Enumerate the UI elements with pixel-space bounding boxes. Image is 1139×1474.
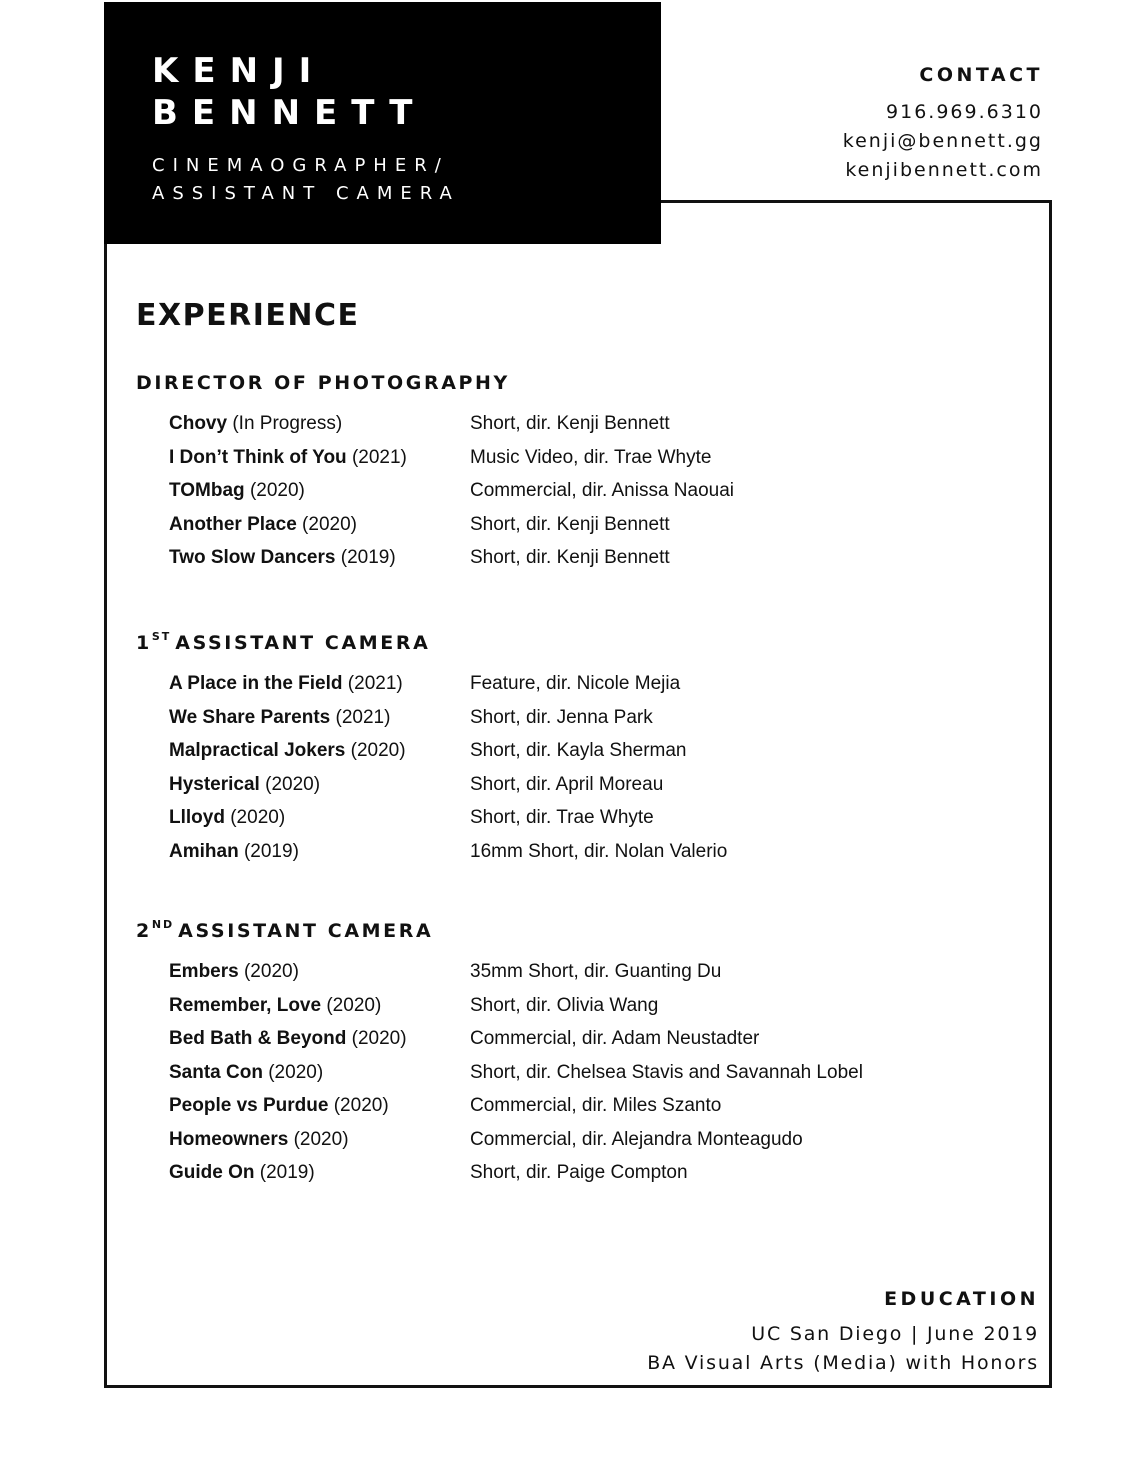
education-heading: EDUCATION [884,1288,1039,1310]
credit-note: (2020) [351,1028,407,1049]
credit-role: Short, dir. Olivia Wang [470,994,659,1016]
section-title [136,370,1016,396]
credit-title: A Place in the Field [169,673,343,694]
experience-heading: EXPERIENCE [136,298,360,333]
section-title-label: ASSISTANT CAMERA [178,920,434,942]
credit-work [169,1094,389,1118]
credit-row [136,739,1016,773]
credit-role: Short, dir. Paige Compton [470,1162,688,1183]
credit-role: Short, dir. Jenna Park [470,706,653,728]
credit-note: (2021) [335,706,391,728]
last-name: BENNETT [152,93,427,133]
credit-role: Short, dir. Kayla Sherman [470,740,687,761]
credit-title: Amihan [169,840,239,862]
credit-row [136,672,1016,706]
name-banner [104,2,661,244]
credit-title: Two Slow Dancers [169,547,336,568]
credit-work [169,806,285,830]
credit-work [169,739,406,763]
credit-role: 16mm Short, dir. Nolan Valerio [470,840,728,862]
credit-title: Guide On [169,1162,255,1183]
credit-role: Commercial, dir. Adam Neustadter [470,1028,760,1049]
credit-work [169,1061,323,1085]
credit-note: (2020) [249,480,305,501]
credit-work [169,994,381,1018]
contact-phone: 916.969.6310 [886,101,1043,123]
section-title-label: DIRECTOR OF PHOTOGRAPHY [136,372,510,394]
credit-role: Short, dir. Kenji Bennett [470,413,670,434]
credit-row [136,960,1016,994]
credit-row [136,1061,1016,1095]
credit-role: Short, dir. Kenji Bennett [470,513,670,535]
credit-role: Short, dir. Trae Whyte [470,807,654,828]
credit-title: Embers [169,961,239,982]
credit-note: (2021) [351,446,407,468]
credit-role: Short, dir. Chelsea Stavis and Savannah Lobel [470,1061,863,1083]
credit-role: Music Video, dir. Trae Whyte [470,446,712,468]
credit-role: Feature, dir. Nicole Mejia [470,673,681,694]
job-title-line-2: ASSISTANT CAMERA [152,183,460,204]
first-name: KENJI [152,51,326,91]
section-title-label: ASSISTANT CAMERA [175,632,431,654]
credit-row [136,706,1016,740]
credit-work [169,412,342,436]
credit-row [136,994,1016,1028]
education-school: UC San Diego | June 2019 [751,1323,1039,1345]
credit-work [169,479,305,503]
credit-work [169,672,403,696]
section-title [136,918,1016,944]
job-title-line-1: CINEMAOGRAPHER/ [152,155,449,176]
credit-work [169,446,407,470]
experience-section [136,630,1016,873]
credit-role: Commercial, dir. Anissa Naouai [470,480,734,501]
credit-row [136,546,1016,580]
frame-top-rule [660,200,1052,203]
section-ordinal-number: 1 [136,632,152,654]
credit-title: Santa Con [169,1061,263,1083]
credit-title: People vs Purdue [169,1095,329,1116]
credit-row [136,1027,1016,1061]
credit-note: (2019) [243,840,299,862]
experience-section [136,370,1016,580]
credit-title: Malpractical Jokers [169,740,346,761]
credit-note: (2020) [230,807,286,828]
section-ordinal-suffix: ND [151,918,175,931]
credit-work [169,1128,349,1152]
credit-note: (2021) [347,673,403,694]
credit-note: (2020) [302,513,357,535]
credit-title: Homeowners [169,1128,289,1150]
credit-note: (2020) [350,740,406,761]
credit-work [169,960,299,984]
credit-note: (In Progress) [232,413,343,434]
credit-role: Commercial, dir. Miles Szanto [470,1095,722,1116]
credit-row [136,479,1016,513]
credit-title: Hysterical [169,773,260,795]
credit-note: (2020) [265,773,321,795]
credit-role: Short, dir. April Moreau [470,773,664,795]
credit-role: Short, dir. Kenji Bennett [470,547,670,568]
credit-title: Remember, Love [169,994,322,1016]
contact-heading: CONTACT [919,64,1043,86]
section-ordinal-number: 2 [136,920,152,942]
credit-note: (2020) [243,961,299,982]
credit-row [136,1094,1016,1128]
experience-section [136,918,1016,1195]
contact-block [843,64,1043,185]
credit-note: (2020) [293,1128,349,1150]
credit-title: Chovy [169,413,228,434]
credit-row [136,1128,1016,1162]
credit-role: Commercial, dir. Alejandra Monteagudo [470,1128,803,1150]
credit-row [136,840,1016,874]
section-ordinal-suffix: ST [151,630,172,643]
education-degree: BA Visual Arts (Media) with Honors [647,1352,1039,1374]
education-block [647,1288,1039,1378]
credit-title: Bed Bath & Beyond [169,1028,347,1049]
contact-website[interactable]: kenjibennett.com [845,159,1043,181]
credit-work [169,513,357,537]
credit-note: (2020) [333,1095,389,1116]
section-title [136,630,1016,656]
credit-title: Llloyd [169,807,225,828]
credit-note: (2019) [340,547,396,568]
credit-work [169,1161,315,1185]
credit-work [169,773,320,797]
credit-title: I Don’t Think of You [169,446,347,468]
credit-row [136,446,1016,480]
credit-role: 35mm Short, dir. Guanting Du [470,961,722,982]
credit-row [136,1161,1016,1195]
credit-note: (2020) [326,994,382,1016]
credit-work [169,840,299,864]
credit-note: (2019) [259,1162,315,1183]
credit-row [136,773,1016,807]
credit-row [136,513,1016,547]
credit-work [169,546,396,570]
credit-row [136,412,1016,446]
contact-email[interactable]: kenji@bennett.gg [842,130,1043,152]
credit-title: TOMbag [169,480,245,501]
credit-title: Another Place [169,513,297,535]
credit-row [136,806,1016,840]
credit-work [169,706,390,730]
credit-work [169,1027,407,1051]
credit-title: We Share Parents [169,706,331,728]
credit-note: (2020) [268,1061,324,1083]
